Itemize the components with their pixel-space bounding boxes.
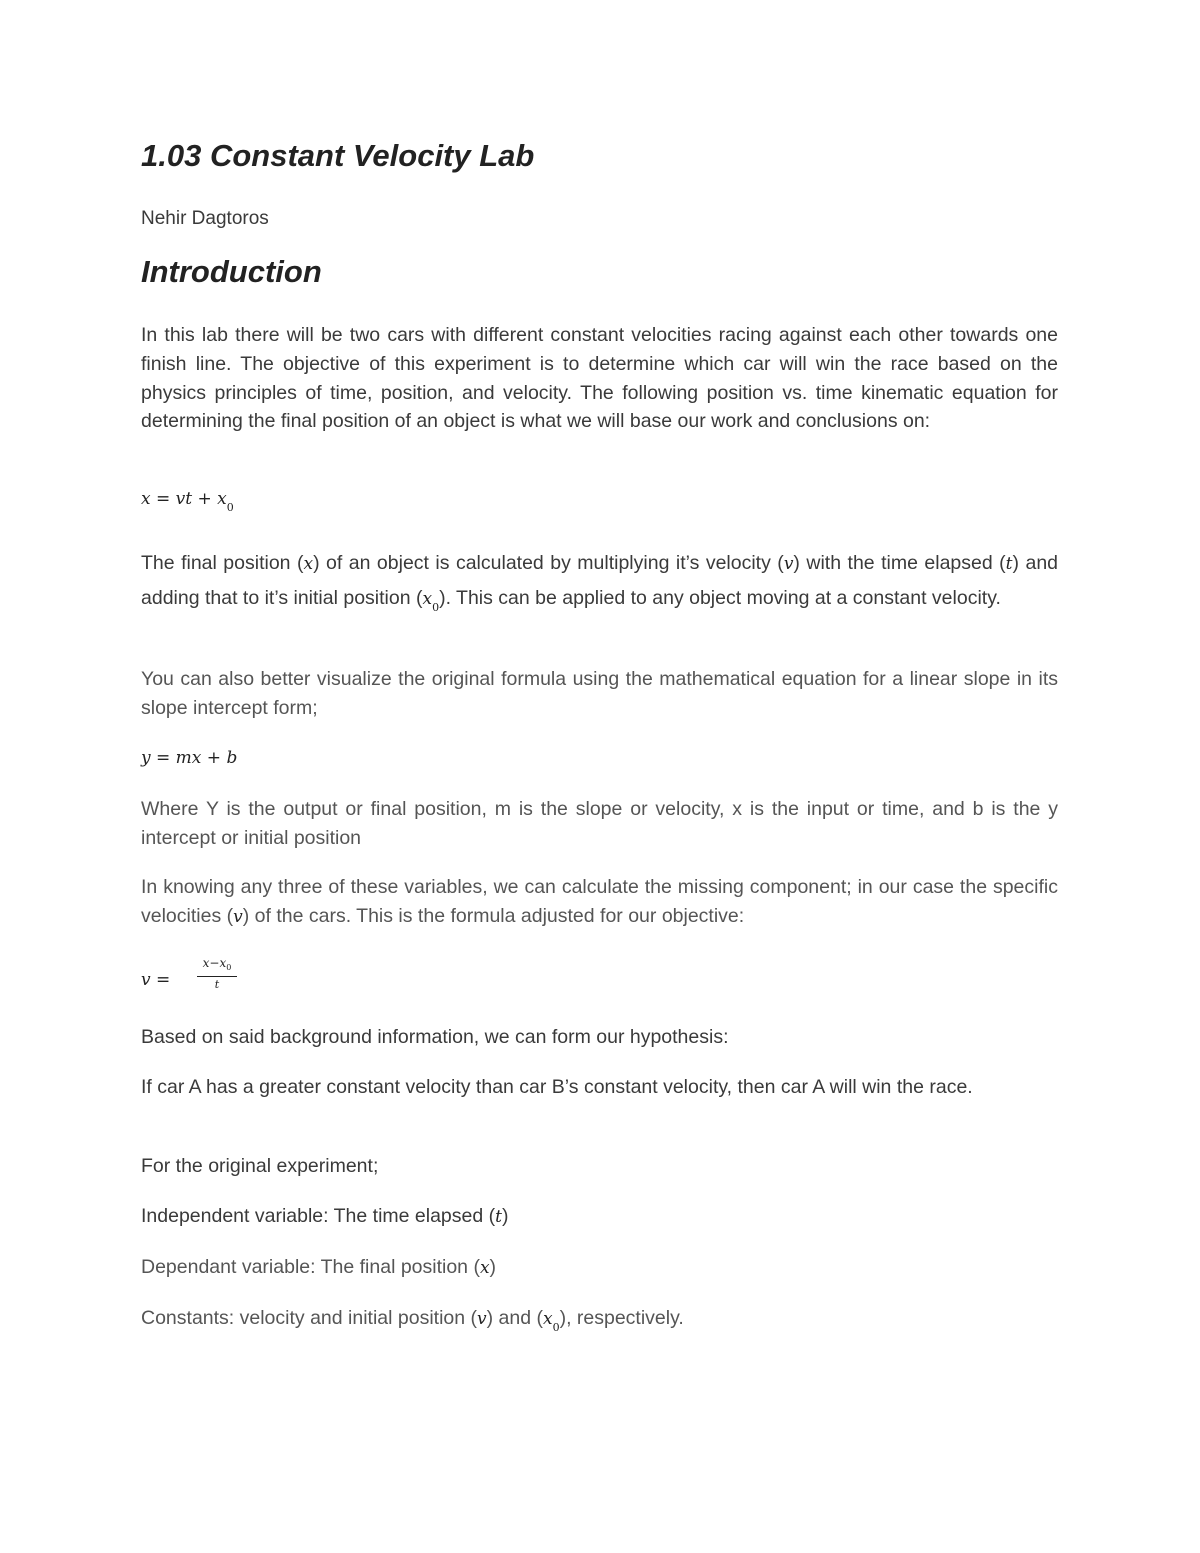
equation-lhs: x xyxy=(141,489,151,509)
text-segment: ) of the cars. This is the formula adjusted for our objective: xyxy=(242,904,745,927)
equation-lhs: v = xyxy=(141,970,171,990)
math-symbol-v: v xyxy=(233,906,243,927)
text-segment: ) xyxy=(489,1256,497,1278)
text-segment: ) with the time elapsed ( xyxy=(793,552,1006,574)
position-equation xyxy=(141,489,234,514)
text-segment: Dependant variable: The final position ( xyxy=(141,1256,480,1278)
knowing-paragraph xyxy=(141,873,1058,932)
text-segment: ), respectively. xyxy=(559,1307,684,1329)
equation-equals: = xyxy=(156,489,171,509)
equation-equals: = xyxy=(156,748,171,768)
constants-line xyxy=(141,1304,1058,1336)
math-symbol-t: t xyxy=(495,1207,502,1227)
based-paragraph: Based on said background information, we can form our hypothesis: xyxy=(141,1026,729,1048)
text-segment: Independent variable: The time elapsed ( xyxy=(141,1205,496,1227)
fraction-bar xyxy=(197,976,237,977)
math-symbol-v: v xyxy=(477,1309,487,1329)
math-symbol-v: v xyxy=(783,554,794,574)
math-symbol-x: x xyxy=(303,554,314,574)
math-symbol-x0: $x_0$ xyxy=(422,589,440,614)
equation-plus: + xyxy=(206,748,222,768)
fraction-denominator: t xyxy=(214,978,220,991)
hypothesis-paragraph: If car A has a greater constant velocity than car B’s constant velocity, then car A will win the race. xyxy=(141,1076,973,1098)
final-position-paragraph xyxy=(141,546,1058,618)
visualize-paragraph: You can also better visualize the original formula using the mathematical equation for a linear slope in its slope intercept form; xyxy=(141,668,1058,719)
independent-variable-line xyxy=(141,1202,1058,1232)
equation-y: y xyxy=(141,748,151,768)
fraction xyxy=(197,956,237,991)
where-paragraph: Where Y is the output or final position, m is the slope or velocity, x is the input or time, and b is the y intercept or initial position xyxy=(141,798,1058,849)
text-segment: ). This can be applied to any object moving at a constant velocity. xyxy=(439,587,1001,609)
text-segment: The final position ( xyxy=(141,552,304,574)
equation-b: b xyxy=(226,748,238,768)
equation-plus: + xyxy=(197,489,212,509)
text-segment: ) and adding that to it’s initial position ( xyxy=(141,552,1059,609)
original-experiment-line: For the original experiment; xyxy=(141,1155,379,1177)
fraction-numerator: $x-x_0$ xyxy=(202,956,232,972)
text-segment: ) and ( xyxy=(486,1307,543,1329)
author-name: Nehir Dagtoros xyxy=(141,208,269,229)
equation-term-vt: vt xyxy=(175,489,193,509)
math-symbol-x0: $x_0$ xyxy=(542,1309,560,1334)
math-symbol-t: t xyxy=(1005,554,1013,574)
document-title: 1.03 Constant Velocity Lab xyxy=(141,138,535,173)
intro-paragraph: In this lab there will be two cars with different constant velocities racing against each other towards one finish line. The objective of this experiment is to determine which car will win the race based on the physics principles of time, position, and velocity. The following position vs. time kinematic equation for determining the final position of an object is what we will base our work and conclusions on: xyxy=(141,324,1058,433)
text-segment: ) xyxy=(501,1205,509,1227)
text-segment: Constants: velocity and initial position ( xyxy=(141,1307,478,1329)
text-segment: In knowing any three of these variables, we can calculate the missing component; in our case the specific velocities ( xyxy=(141,876,1058,927)
text-segment: ) of an object is calculated by multiplying it’s velocity ( xyxy=(313,552,784,574)
section-heading-introduction: Introduction xyxy=(141,254,322,289)
subscript: 0 xyxy=(226,501,234,514)
equation-term-x0: $x_0$ xyxy=(217,489,234,514)
dependent-variable-line xyxy=(141,1253,1058,1283)
math-symbol-x: x xyxy=(479,1258,490,1278)
slope-intercept-equation xyxy=(141,748,237,768)
equation-mx: mx xyxy=(175,748,202,768)
